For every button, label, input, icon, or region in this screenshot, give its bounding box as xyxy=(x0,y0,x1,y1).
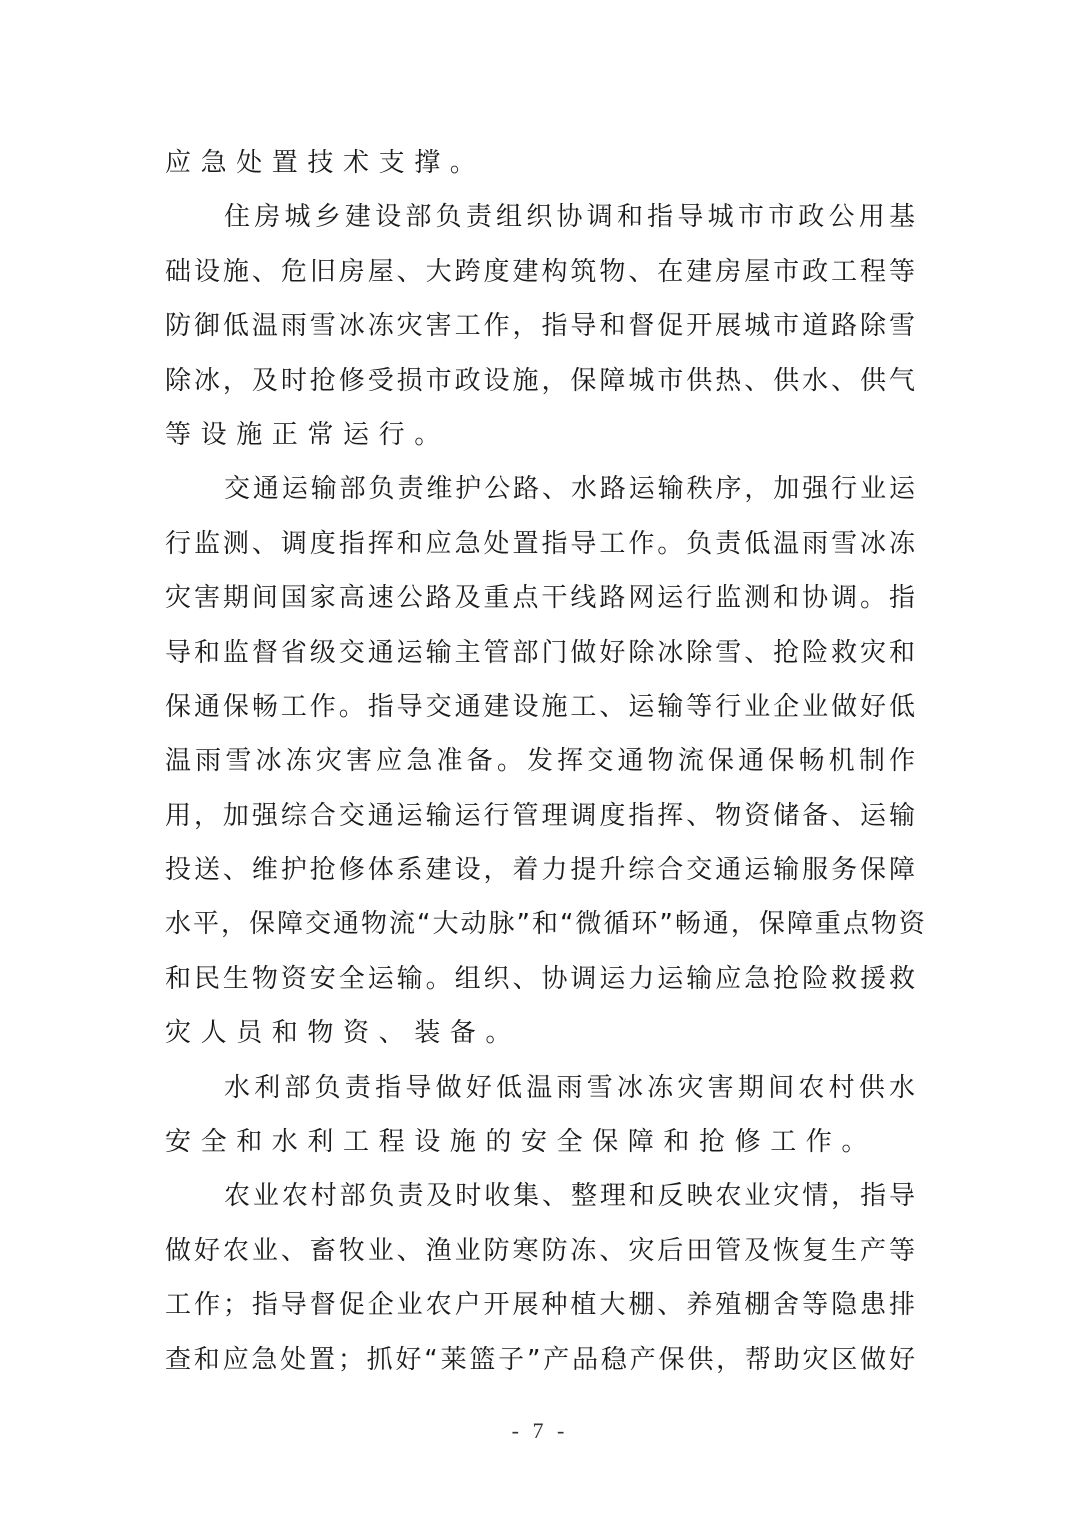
paragraph xyxy=(165,462,927,1060)
paragraph xyxy=(165,190,917,462)
text-line: 温雨雪冰冻灾害应急准备。发挥交通物流保通保畅机制作 xyxy=(165,746,917,777)
text-line: 查和应急处置；抓好“莱篮子”产品稳产保供，帮助灾区做好 xyxy=(165,1344,917,1375)
text-line: 灾害期间国家高速公路及重点干线路网运行监测和协调。指 xyxy=(165,583,917,614)
text-line: 防御低温雨雪冰冻灾害工作，指导和督促开展城市道路除雪 xyxy=(165,311,917,342)
text-line: 保通保畅工作。指导交通建设施工、运输等行业企业做好低 xyxy=(165,691,917,722)
text-line: 住房城乡建设部负责组织协调和指导城市市政公用基 xyxy=(224,202,917,233)
text-line: 投送、维护抢修体系建设，着力提升综合交通运输服务保障 xyxy=(165,855,917,886)
text-line: 用，加强综合交通运输运行管理调度指挥、物资储备、运输 xyxy=(165,800,917,831)
paragraph xyxy=(165,136,917,190)
text-line: 导和监督省级交通运输主管部门做好除冰除雪、抢险救灾和 xyxy=(165,637,917,668)
text-line: 安全和水利工程设施的安全保障和抢修工作。 xyxy=(165,1127,878,1158)
document-body xyxy=(165,136,927,1387)
text-line: 和民生物资安全运输。组织、协调运力运输应急抢险救援救 xyxy=(165,963,917,994)
text-line: 除冰，及时抢修受损市政设施，保障城市供热、供水、供气 xyxy=(165,365,917,396)
text-line: 灾人员和物资、装备。 xyxy=(165,1018,522,1049)
text-line: 水平，保障交通物流“大动脉”和“微循环”畅通，保障重点物资 xyxy=(165,909,927,940)
text-line: 水利部负责指导做好低温雨雪冰冻灾害期间农村供水 xyxy=(224,1072,917,1103)
text-line: 应急处置技术支撑。 xyxy=(165,148,486,178)
text-line: 农业农村部负责及时收集、整理和反映农业灾情，指导 xyxy=(224,1181,917,1212)
text-line: 交通运输部负责维护公路、水路运输秩序，加强行业运 xyxy=(224,474,917,505)
text-line: 础设施、危旧房屋、大跨度建构筑物、在建房屋市政工程等 xyxy=(165,256,917,287)
paragraph xyxy=(165,1061,917,1170)
text-line: 行监测、调度指挥和应急处置指导工作。负责低温雨雪冰冻 xyxy=(165,528,917,559)
text-line: 工作；指导督促企业农户开展种植大棚、养殖棚舍等隐患排 xyxy=(165,1290,917,1321)
text-line: 等设施正常运行。 xyxy=(165,419,450,450)
page-number: - 7 - xyxy=(511,1418,569,1443)
text-line: 做好农业、畜牧业、渔业防寒防冻、灾后田管及恢复生产等 xyxy=(165,1235,917,1266)
paragraph xyxy=(165,1169,917,1387)
